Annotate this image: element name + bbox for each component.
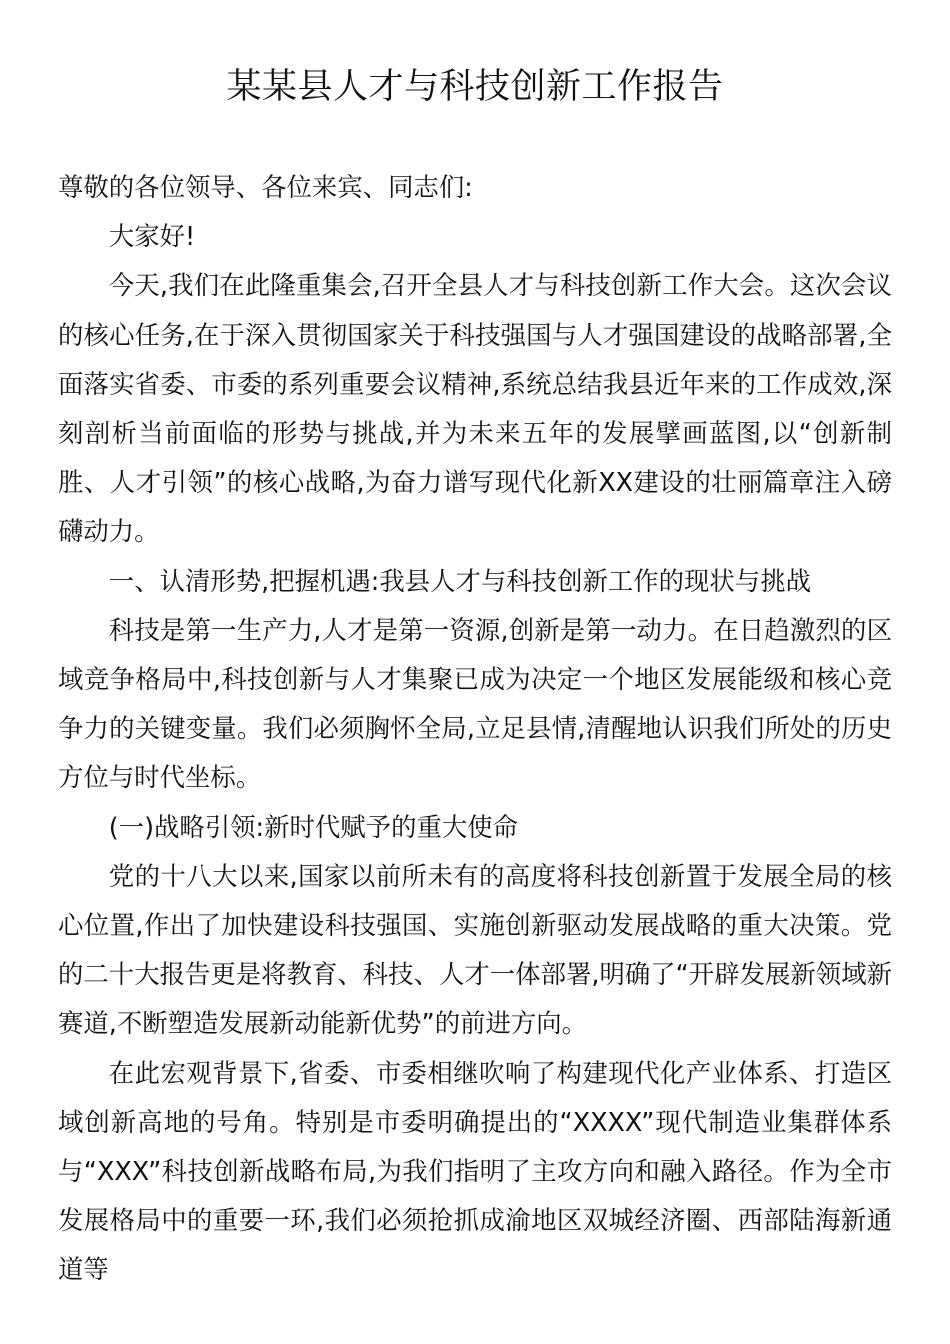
body-paragraph: 在此宏观背景下,省委、市委相继吹响了构建现代化产业体系、打造区域创新高地的号角。特别是市委明确提出的“XXXX”现代制造业集群体系与“XXX”科技创新战略布局,为我们指明了主攻方向和融入路径。作为全市发展格局中的重要一环,我们必须抢抓成渝地区双城经济圈、西部陆海新通道等 [58,1057,892,1285]
greeting-paragraph: 大家好! [108,221,196,252]
document-title: 某某县人才与科技创新工作报告 [226,67,724,107]
body-paragraph: 党的十八大以来,国家以前所未有的高度将科技创新置于发展全局的核心位置,作出了加快建设科技强国、实施创新驱动发展战略的重大决策。党的二十大报告更是将教育、科技、人才一体部署,明确了“开辟发展新领域新赛道,不断塑造发展新动能新优势”的前进方向。 [58,860,892,1039]
salutation: 尊敬的各位领导、各位来宾、同志们: [58,172,473,202]
subsection-heading-1: (一)战略引领:新时代赋予的重大使命 [108,811,519,842]
intro-paragraph: 今天,我们在此隆重集会,召开全县人才与科技创新工作大会。这次会议的核心任务,在于深入贯彻国家关于科技强国与人才强国建设的战略部署,全面落实省委、市委的系列重要会议精神,系统总结我县近年来的工作成效,深刻剖析当前面临的形势与挑战,并为未来五年的发展擘画蓝图,以“创新制胜、人才引领”的核心战略,为奋力谱写现代化新XX建设的壮丽篇章注入磅礴动力。 [58,270,892,547]
section-heading-1: 一、认清形势,把握机遇:我县人才与科技创新工作的现状与挑战 [108,565,811,596]
document-body [58,163,892,1295]
body-paragraph: 科技是第一生产力,人才是第一资源,创新是第一动力。在日趋激烈的区域竞争格局中,科技创新与人才集聚已成为决定一个地区发展能级和核心竞争力的关键变量。我们必须胸怀全局,立足县情,清醒地认识我们所处的历史方位与时代坐标。 [58,614,892,793]
